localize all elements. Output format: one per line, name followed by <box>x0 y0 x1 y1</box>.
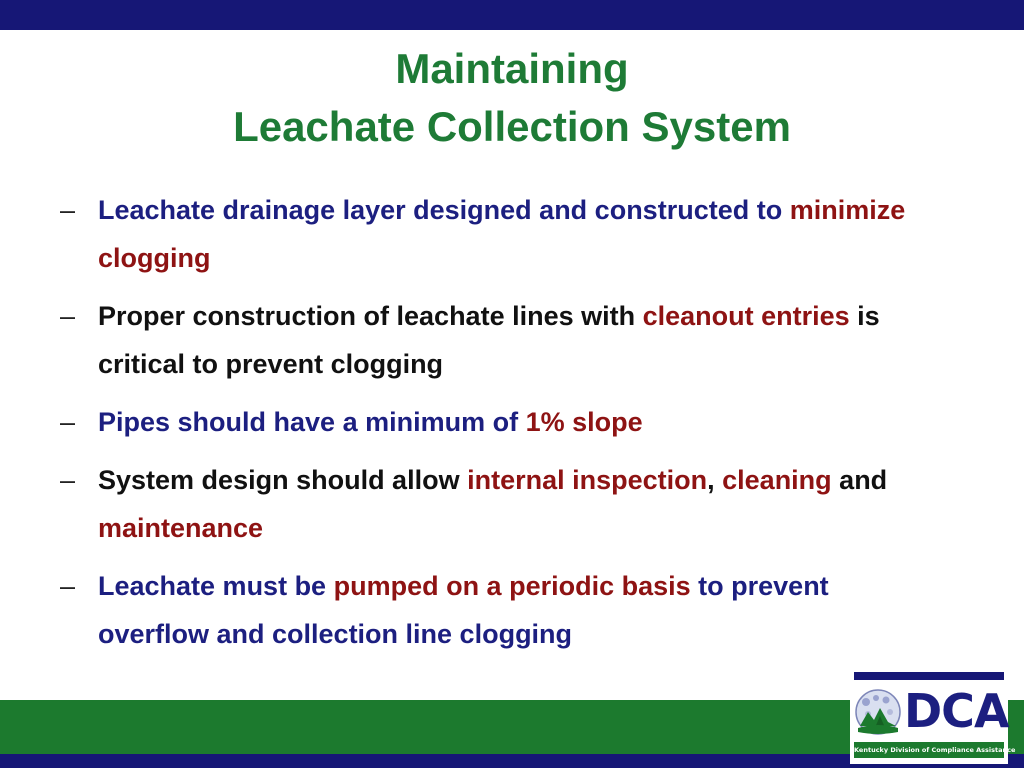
text-run-emphasis: minimize clogging <box>98 195 906 273</box>
text-run: Leachate must be <box>98 571 334 601</box>
text-run-emphasis: internal inspection <box>467 465 708 495</box>
bullet-item <box>58 562 938 658</box>
bullet-text <box>98 571 829 649</box>
logo-caption: Kentucky Division of Compliance Assistance <box>854 742 1004 758</box>
bullet-text <box>98 465 887 543</box>
text-run: to prevent overflow and collection line clogging <box>98 571 829 649</box>
bullet-text <box>98 407 643 437</box>
dca-logo <box>850 668 1016 764</box>
text-run-emphasis: 1% slope <box>525 407 643 437</box>
text-run-emphasis: cleaning <box>722 465 832 495</box>
text-run: , <box>707 465 723 495</box>
top-navy-bar <box>0 0 1024 30</box>
text-run-emphasis: pumped on a periodic basis <box>333 571 691 601</box>
text-run-emphasis: cleanout entries <box>642 301 850 331</box>
bullet-item <box>58 456 938 552</box>
bullet-item <box>58 186 938 282</box>
slide-title-line-1: Maintaining <box>395 45 629 92</box>
text-run: Pipes should have a minimum of <box>98 407 526 437</box>
text-run: and <box>831 465 888 495</box>
logo-top-stripe <box>854 672 1004 680</box>
bullet-item <box>58 292 938 388</box>
slide-title-line-2: Leachate Collection System <box>233 103 791 150</box>
text-run-emphasis: maintenance <box>98 513 264 543</box>
logo-letters: DCA <box>904 684 1009 738</box>
bullet-item <box>58 398 938 446</box>
dash-bullet-icon: – <box>60 407 76 437</box>
globe-tree-icon <box>854 686 902 738</box>
dash-bullet-icon: – <box>60 571 76 601</box>
text-run: Proper construction of leachate lines with <box>98 301 643 331</box>
dash-bullet-icon: – <box>60 465 76 495</box>
text-run: Leachate drainage layer designed and constructed to <box>98 195 790 225</box>
bullet-text <box>98 195 905 273</box>
text-run: is critical to prevent clogging <box>98 301 880 379</box>
text-run: System design should allow <box>98 465 468 495</box>
bullet-text <box>98 301 880 379</box>
bullet-list <box>58 186 938 668</box>
slide-title <box>0 40 1024 156</box>
dash-bullet-icon: – <box>60 195 76 225</box>
dash-bullet-icon: – <box>60 301 76 331</box>
